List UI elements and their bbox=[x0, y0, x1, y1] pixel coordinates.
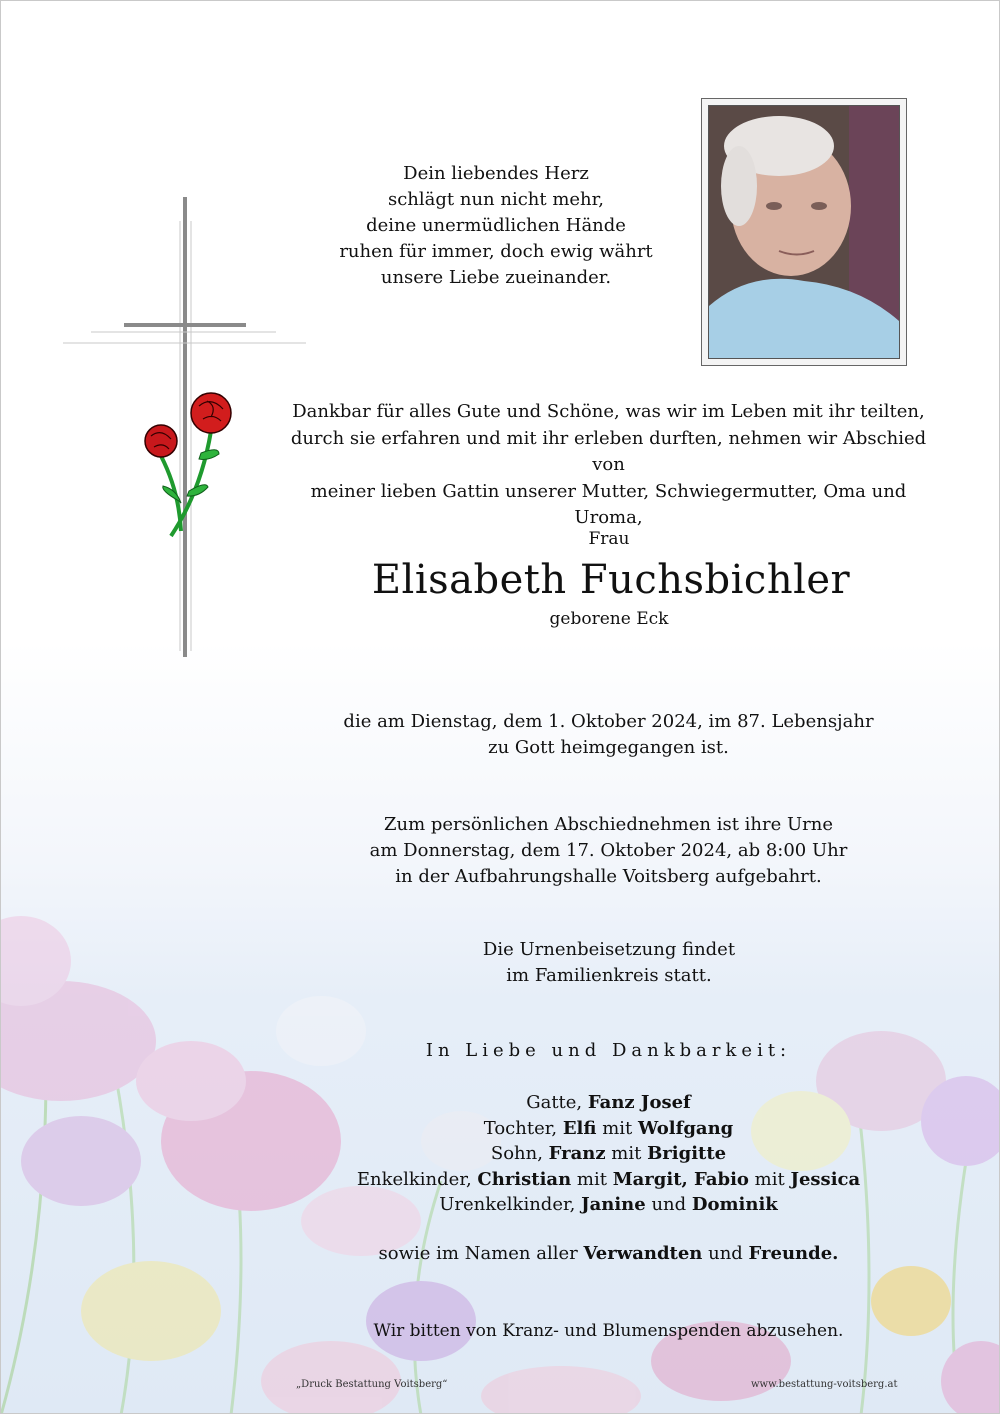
portrait-photo-frame bbox=[701, 98, 907, 366]
connector: und bbox=[645, 1194, 692, 1215]
connector: mit bbox=[748, 1168, 791, 1190]
printer-credit: „Druck Bestattung Voitsberg“ bbox=[296, 1379, 448, 1390]
intro-line: Dankbar für alles Gute und Schöne, was wir im Leben mit ihr teilten, bbox=[292, 401, 925, 422]
family-line-great-grandchildren bbox=[301, 1192, 916, 1218]
salutation: Frau bbox=[588, 529, 630, 549]
viewing-notice bbox=[301, 812, 916, 890]
person-name: Jessica bbox=[790, 1168, 861, 1190]
person-name: Janine bbox=[581, 1194, 646, 1215]
person-name: Dominik bbox=[691, 1194, 778, 1215]
person-name: Elfi bbox=[562, 1117, 597, 1139]
deceased-name: Elisabeth Fuchsbichler bbox=[371, 557, 851, 603]
viewing-line: Zum persönlichen Abschiednehmen ist ihre Urne bbox=[383, 814, 834, 835]
role: Sohn, bbox=[490, 1143, 549, 1164]
burial-notice bbox=[409, 937, 809, 989]
death-notice bbox=[301, 709, 916, 761]
gratitude-heading: In Liebe und Dankbarkeit: bbox=[425, 1040, 792, 1061]
viewing-line: in der Aufbahrungshalle Voitsberg aufgebahrt. bbox=[395, 866, 822, 887]
death-line: zu Gott heimgegangen ist. bbox=[488, 737, 729, 758]
family-line-son bbox=[301, 1141, 916, 1167]
relatives-prefix: sowie im Namen aller bbox=[378, 1243, 584, 1264]
death-line: die am Dienstag, dem 1. Oktober 2024, im 87. Lebensjahr bbox=[343, 711, 874, 732]
connector: mit bbox=[571, 1168, 613, 1190]
connector: und bbox=[702, 1243, 749, 1264]
person-name: Franz bbox=[548, 1143, 606, 1164]
family-line-spouse bbox=[301, 1090, 916, 1116]
website-link[interactable]: www.bestattung-voitsberg.at bbox=[751, 1379, 898, 1390]
relatives-line bbox=[301, 1243, 916, 1264]
burial-line: im Familienkreis statt. bbox=[506, 965, 712, 986]
poem bbox=[321, 161, 671, 291]
role: Tochter, bbox=[483, 1117, 563, 1139]
poem-line: unsere Liebe zueinander. bbox=[380, 267, 612, 288]
poem-line: schlägt nun nicht mehr, bbox=[387, 189, 605, 210]
friends-word: Freunde. bbox=[748, 1243, 839, 1264]
flowers-request: Wir bitten von Kranz- und Blumenspenden abzusehen. bbox=[373, 1321, 844, 1341]
poem-line: Dein liebendes Herz bbox=[403, 163, 589, 184]
burial-line: Die Urnenbeisetzung findet bbox=[482, 939, 736, 960]
intro-text bbox=[286, 399, 931, 532]
connector: mit bbox=[605, 1143, 648, 1164]
cross-with-roses-icon bbox=[61, 191, 311, 661]
person-name: Fanz Josef bbox=[587, 1092, 691, 1113]
family-line-grandchildren bbox=[301, 1167, 916, 1193]
person-name: Christian bbox=[477, 1168, 572, 1190]
person-name: Wolfgang bbox=[637, 1117, 734, 1139]
role: Gatte, bbox=[526, 1092, 588, 1113]
person-name: Margit, Fabio bbox=[612, 1168, 749, 1190]
poem-line: deine unermüdlichen Hände bbox=[366, 215, 626, 236]
poem-line: ruhen für immer, doch ewig währt bbox=[339, 241, 653, 262]
role: Enkelkinder, bbox=[356, 1168, 478, 1190]
person-name: Brigitte bbox=[647, 1143, 727, 1164]
intro-line: durch sie erfahren und mit ihr erleben durften, nehmen wir Abschied von bbox=[290, 427, 927, 475]
role: Urenkelkinder, bbox=[439, 1194, 582, 1215]
family-list bbox=[301, 1090, 916, 1218]
intro-line: meiner lieben Gattin unserer Mutter, Schwiegermutter, Oma und Uroma, bbox=[310, 480, 907, 528]
relatives-word: Verwandten bbox=[583, 1243, 703, 1264]
viewing-line: am Donnerstag, dem 17. Oktober 2024, ab 8:00 Uhr bbox=[369, 840, 848, 861]
birth-name: geborene Eck bbox=[549, 609, 669, 629]
family-line-daughter bbox=[301, 1116, 916, 1142]
connector: mit bbox=[596, 1117, 638, 1139]
portrait-photo bbox=[708, 105, 900, 359]
